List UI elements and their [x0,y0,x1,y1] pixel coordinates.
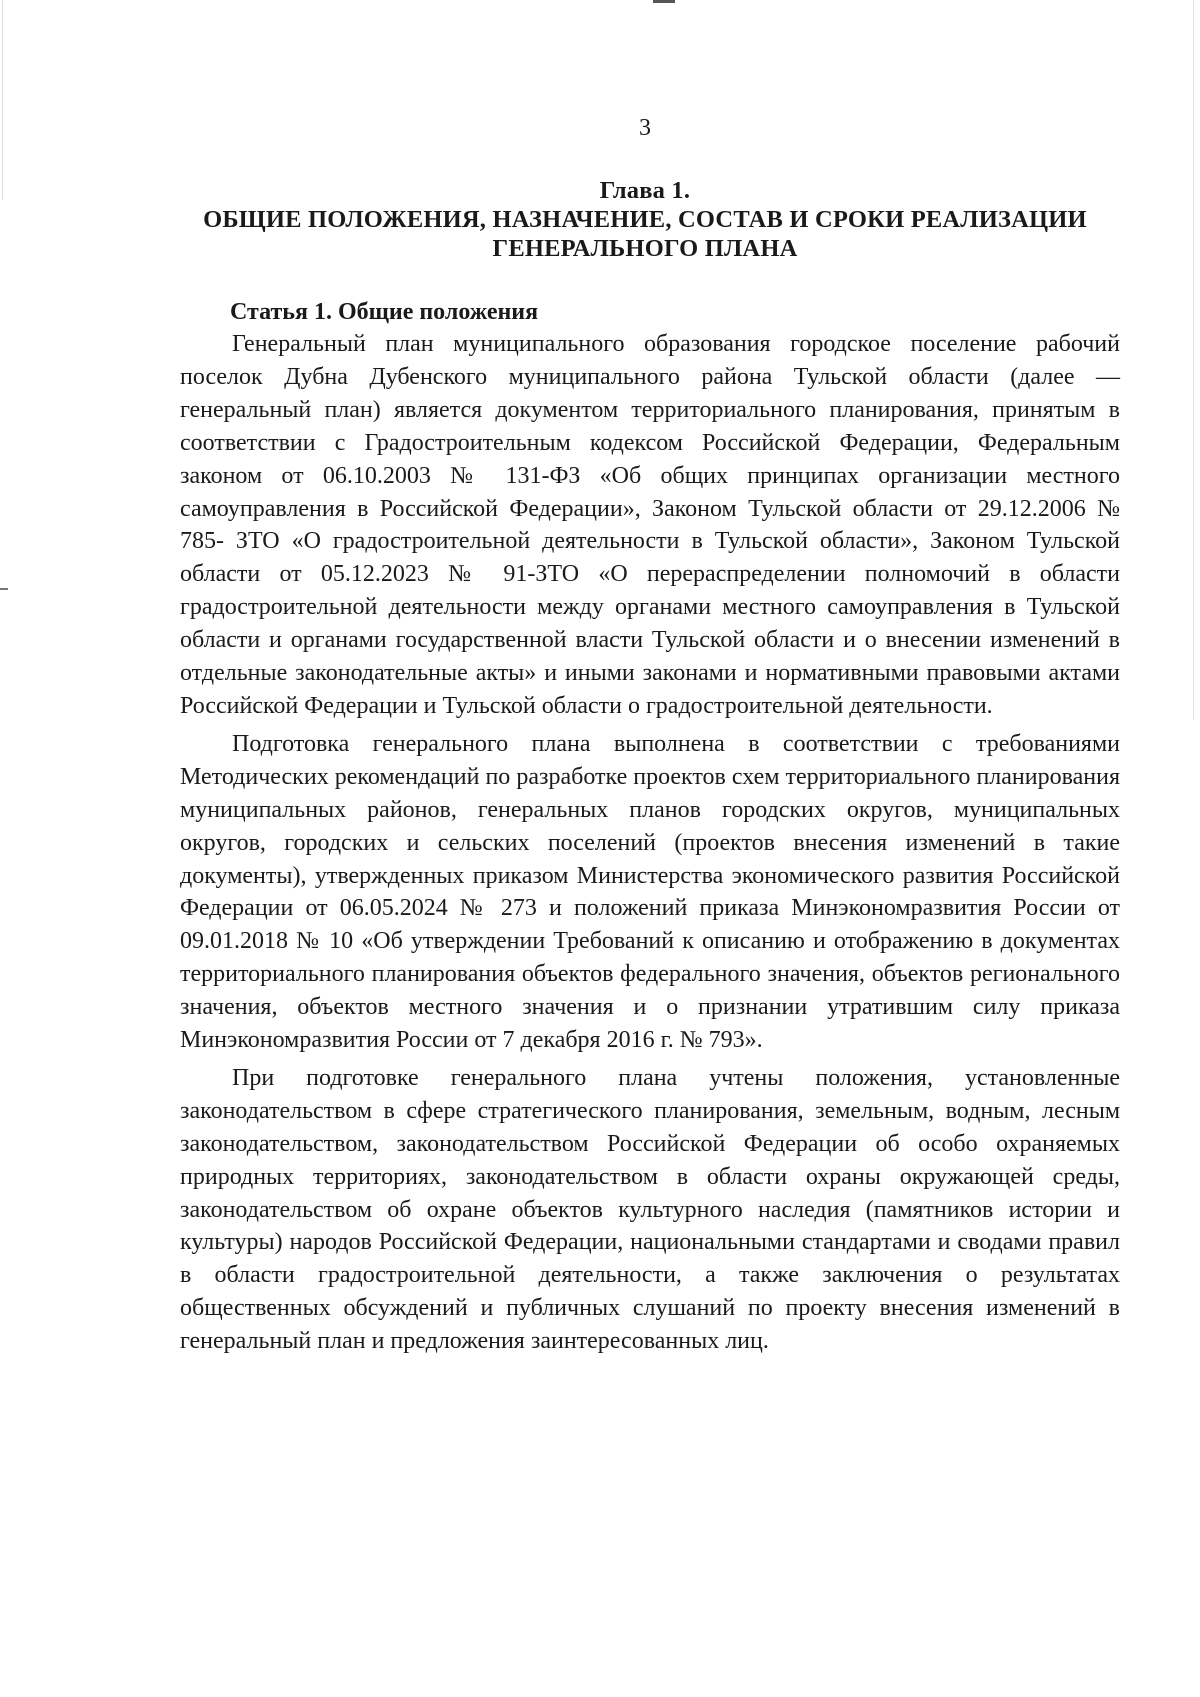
scan-artifact-left-edge [2,0,3,200]
scan-artifact-left-dash [0,588,8,590]
scan-artifact-right-edge [1193,0,1194,720]
paragraph-considerations: При подготовке генерального плана учтены положения, установленные законодательством в сфере стратегического планирования, земельным, водным, лесным законодательством, законодательством Российской Федерации об особо охраняемых природных территориях, законодательством в области охраны окружающей среды, законодательством об охране объектов культурного наследия (памятников истории и культуры) народов Российской Федерации, национальными стандартами и сводами правил в области градостроительной деятельности, а также заключения о результатах общественных обсуждений и публичных слушаний по проекту внесения изменений в генеральный план и предложения заинтересованных лиц. [180,1064,1120,1355]
paragraph-general-plan: Генеральный план муниципального образования городское поселение рабочий поселок Дубна Дубенского муниципального района Тульской области (далее — генеральный план) является документом территориального планирования, принятым в соответствии с Градостроительным кодексом Российской Федерации, Федеральным законом от 06.10.2003 № 131-ФЗ «Об общих принципах организации местного самоуправления в Российской Федерации», Законом Тульской области от 29.12.2006 № 785- ЗТО «О градостроительной деятельности в Тульской области», Законом Тульской области от 05.12.2023 № 91-ЗТО «О перераспределении полномочий в области градостроительной деятельности между органами местного самоуправления в Тульской области и органами государственной власти Тульской области и о внесении изменений в отдельные законодательные акты» и иными законами и нормативными правовыми актами Российской Федерации и Тульской области о градостроительной деятельности. [180,331,1120,719]
chapter-title-line-1: ОБЩИЕ ПОЛОЖЕНИЯ, НАЗНАЧЕНИЕ, СОСТАВ И СРОКИ РЕАЛИЗАЦИИ [203,206,1087,233]
chapter-title-line-2: ГЕНЕРАЛЬНОГО ПЛАНА [492,235,798,262]
chapter-heading [170,176,1120,263]
article-body [180,328,1120,1363]
scan-artifact-top [653,0,675,3]
page-number: 3 [639,115,651,141]
chapter-label: Глава 1. [599,177,691,204]
article-heading: Статья 1. Общие положения [230,299,539,325]
paragraph-preparation: Подготовка генерального плана выполнена в соответствии с требованиями Методических рекомендаций по разработке проектов схем территориального планирования муниципальных районов, генеральных планов городских округов, муниципальных округов, городских и сельских поселений (проектов внесения изменений в такие документы), утвержденных приказом Министерства экономического развития Российской Федерации от 06.05.2024 № 273 и положений приказа Минэкономразвития России от 09.01.2018 № 10 «Об утверждении Требований к описанию и отображению в документах территориального планирования объектов федерального значения, объектов регионального значения, объектов местного значения и о признании утратившим силу приказа Минэкономразвития России от 7 декабря 2016 г. № 793». [180,730,1120,1054]
